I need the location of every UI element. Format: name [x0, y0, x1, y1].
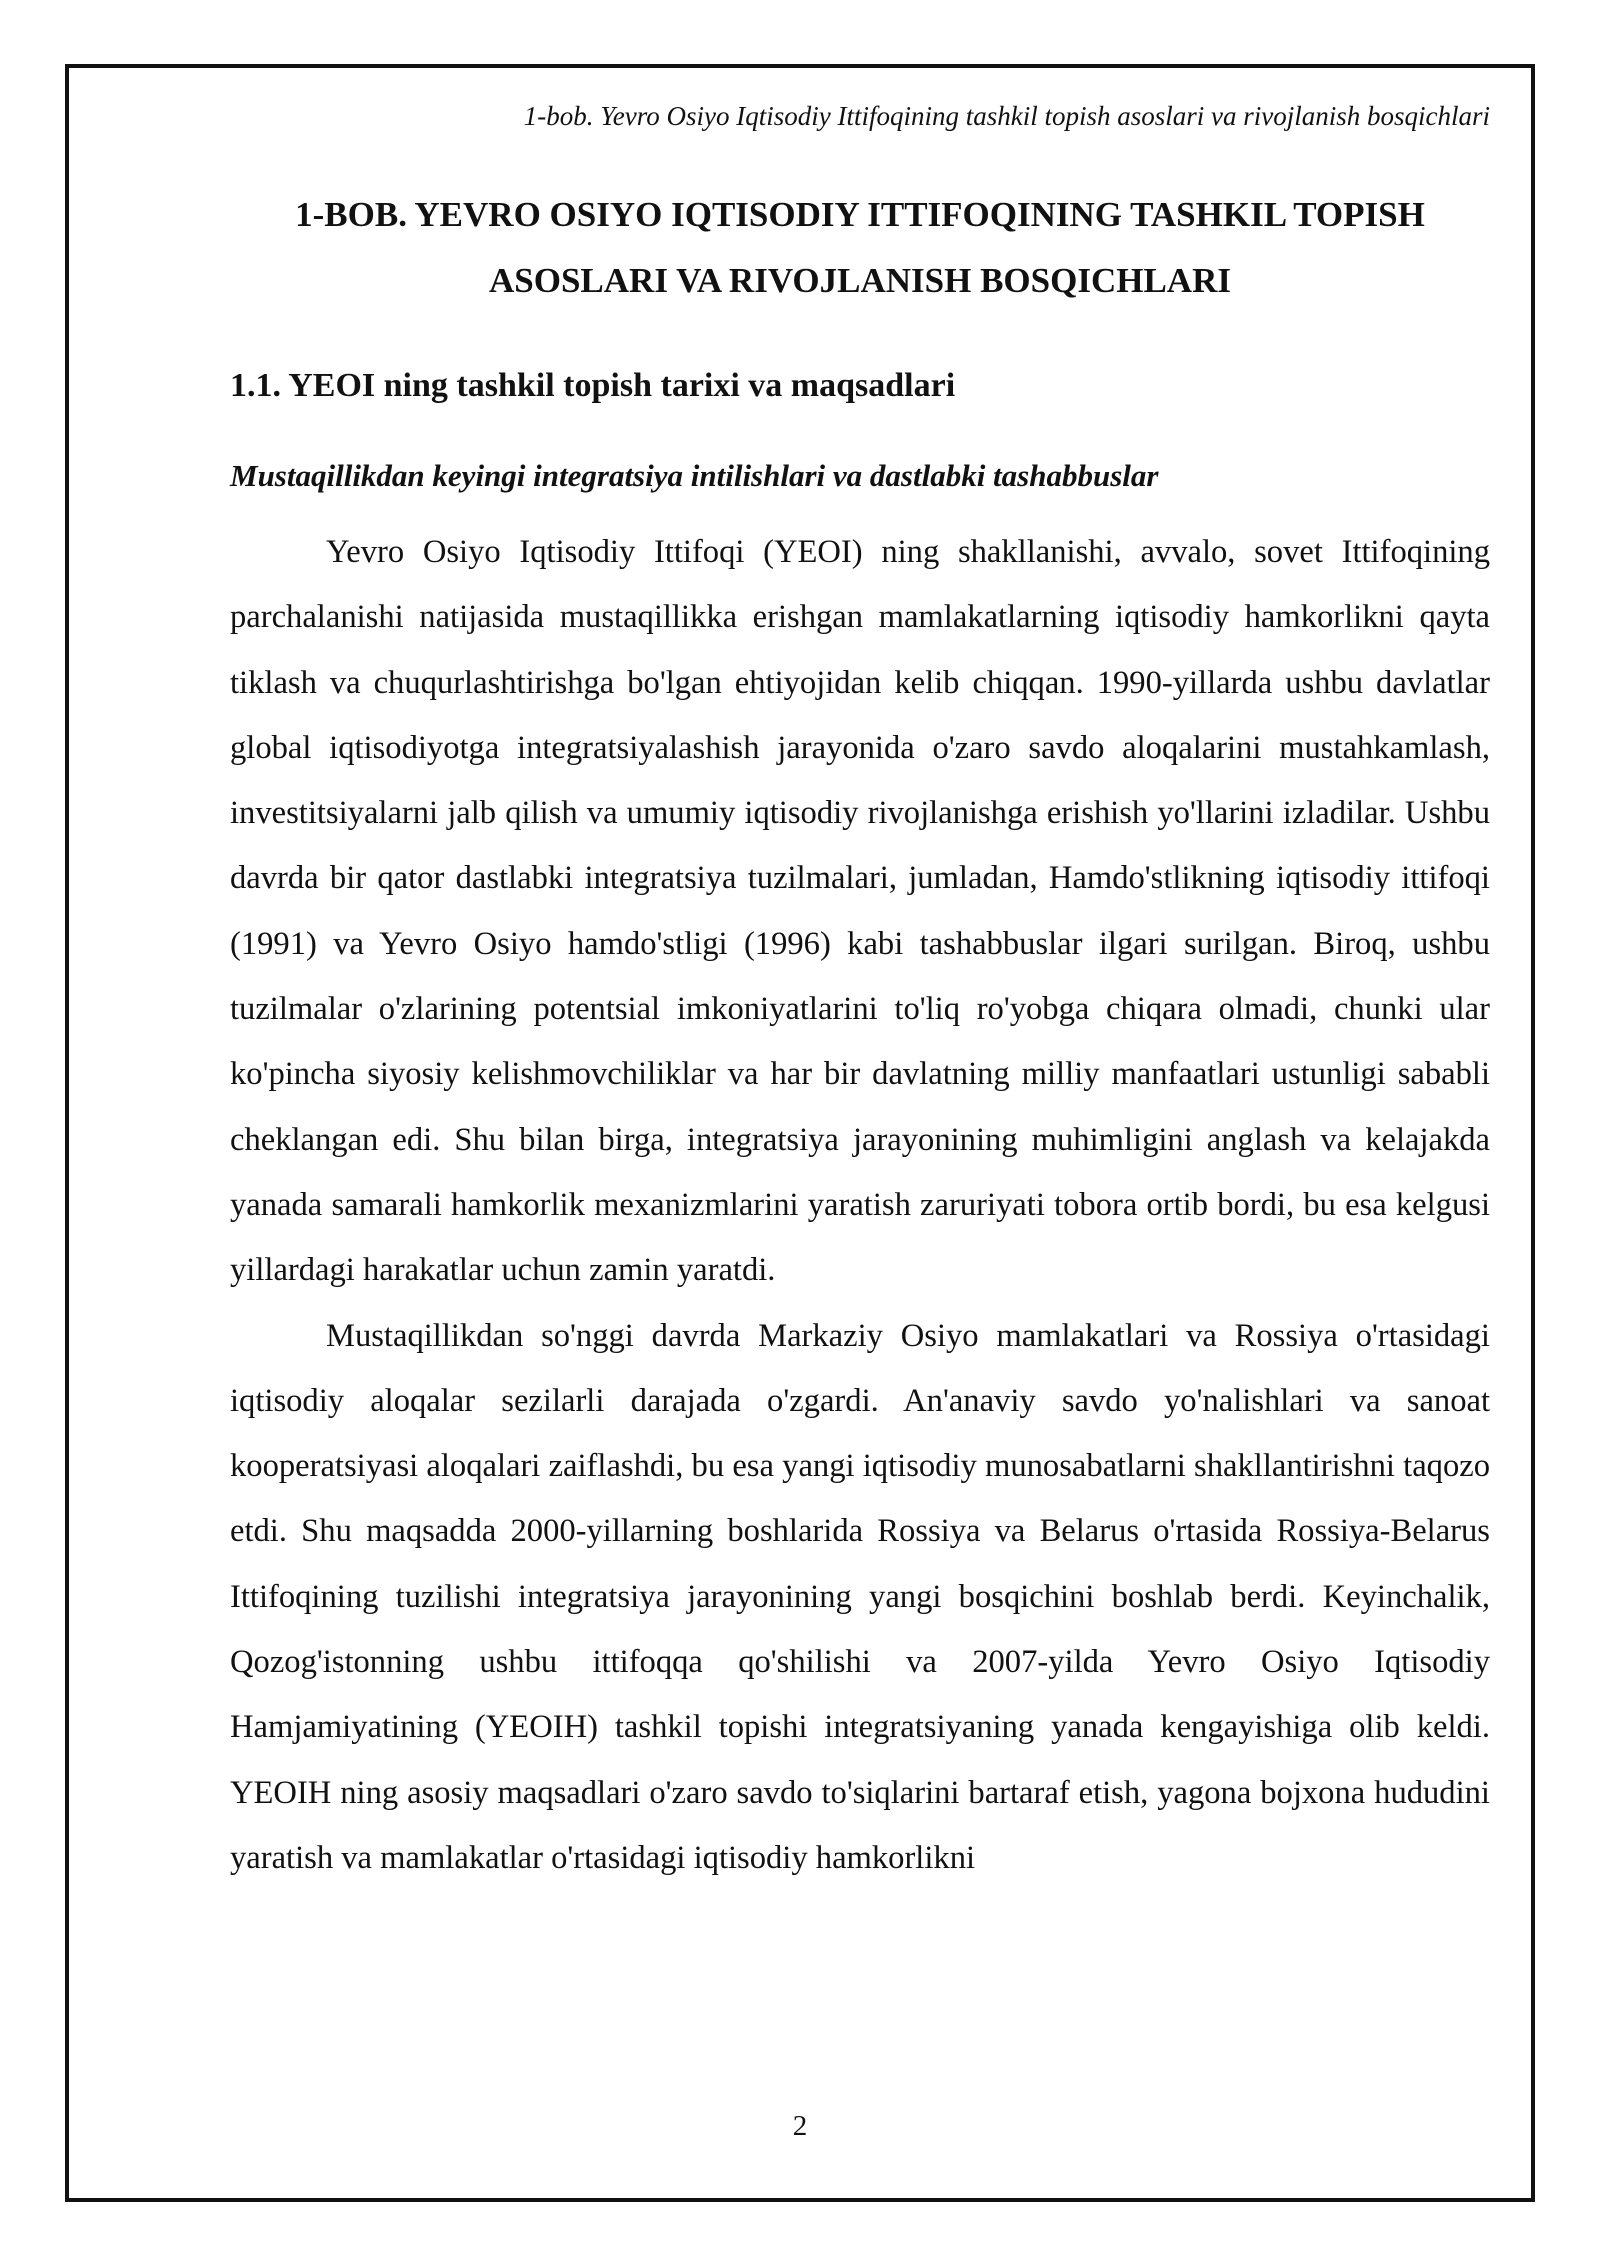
- chapter-title: [230, 182, 1490, 314]
- running-header: 1-bob. Yevro Osiyo Iqtisodiy Ittifoqining tashkil topish asoslari va rivojlanish bosqichlari: [523, 101, 1490, 131]
- chapter-title-line-2: ASOSLARI VA RIVOJLANISH BOSQICHLARI: [489, 261, 1231, 300]
- paragraph-2: Mustaqillikdan so'nggi davrda Markaziy Osiyo mamlakatlari va Rossiya o'rtasidagi iqtisodiy aloqalar sezilarli darajada o'zgardi. An'anaviy savdo yo'nalishlari va sanoat kooperatsiyasi aloqalari zaiflashdi, bu esa yangi iqtisodiy munosabatlarni shakllantirishni taqozo etdi. Shu maqsadda 2000-yillarning boshlarida Rossiya va Belarus o'rtasida Rossiya-Belarus Ittifoqining tuzilishi integratsiya jarayonining yangi bosqichini boshlab berdi. Keyinchalik, Qozog'istonning ushbu ittifoqqa qo'shilishi va 2007-yilda Yevro Osiyo Iqtisodiy Hamjamiyatining (YEOIH) tashkil topishi integratsiyaning yanada kengayishiga olib keldi. YEOIH ning asosiy maqsadlari o'zaro savdo to'siqlarini bartaraf etish, yagona bojxona hududini yaratish va mamlakatlar o'rtasidagi iqtisodiy hamkorlikni: [230, 1317, 1490, 1876]
- body-text: [230, 520, 1490, 1891]
- section-title: 1.1. YEOI ning tashkil topish tarixi va maqsadlari: [230, 367, 956, 404]
- page-number: 2: [792, 2110, 808, 2142]
- subsection-title: Mustaqillikdan keyingi integratsiya intilishlari va dastlabki tashabbuslar: [230, 458, 1159, 493]
- paragraph-1: Yevro Osiyo Iqtisodiy Ittifoqi (YEOI) ning shakllanishi, avvalo, sovet Ittifoqining parchalanishi natijasida mustaqillikka erishgan mamlakatlarning iqtisodiy hamkorlikni qayta tiklash va chuqurlashtirishga bo'lgan ehtiyojidan kelib chiqqan. 1990-yillarda ushbu davlatlar global iqtisodiyotga integratsiyalashish jarayonida o'zaro savdo aloqalarini mustahkamlash, investitsiyalarni jalb qilish va umumiy iqtisodiy rivojlanishga erishish yo'llarini izladilar. Ushbu davrda bir qator dastlabki integratsiya tuzilmalari, jumladan, Hamdo'stlikning iqtisodiy ittifoqi (1991) va Yevro Osiyo hamdo'stligi (1996) kabi tashabbuslar ilgari surilgan. Biroq, ushbu tuzilmalar o'zlarining potentsial imkoniyatlarini to'liq ro'yobga chiqara olmadi, chunki ular ko'pincha siyosiy kelishmovchiliklar va har bir davlatning milliy manfaatlari ustunligi sababli cheklangan edi. Shu bilan birga, integratsiya jarayonining muhimligini anglash va kelajakda yanada samarali hamkorlik mexanizmlarini yaratish zaruriyati tobora ortib bordi, bu esa kelgusi yillardagi harakatlar uchun zamin yaratdi.: [230, 534, 1490, 1289]
- chapter-title-line-1: 1-BOB. YEVRO OSIYO IQTISODIY ITTIFOQINING TASHKIL TOPISH: [295, 195, 1425, 234]
